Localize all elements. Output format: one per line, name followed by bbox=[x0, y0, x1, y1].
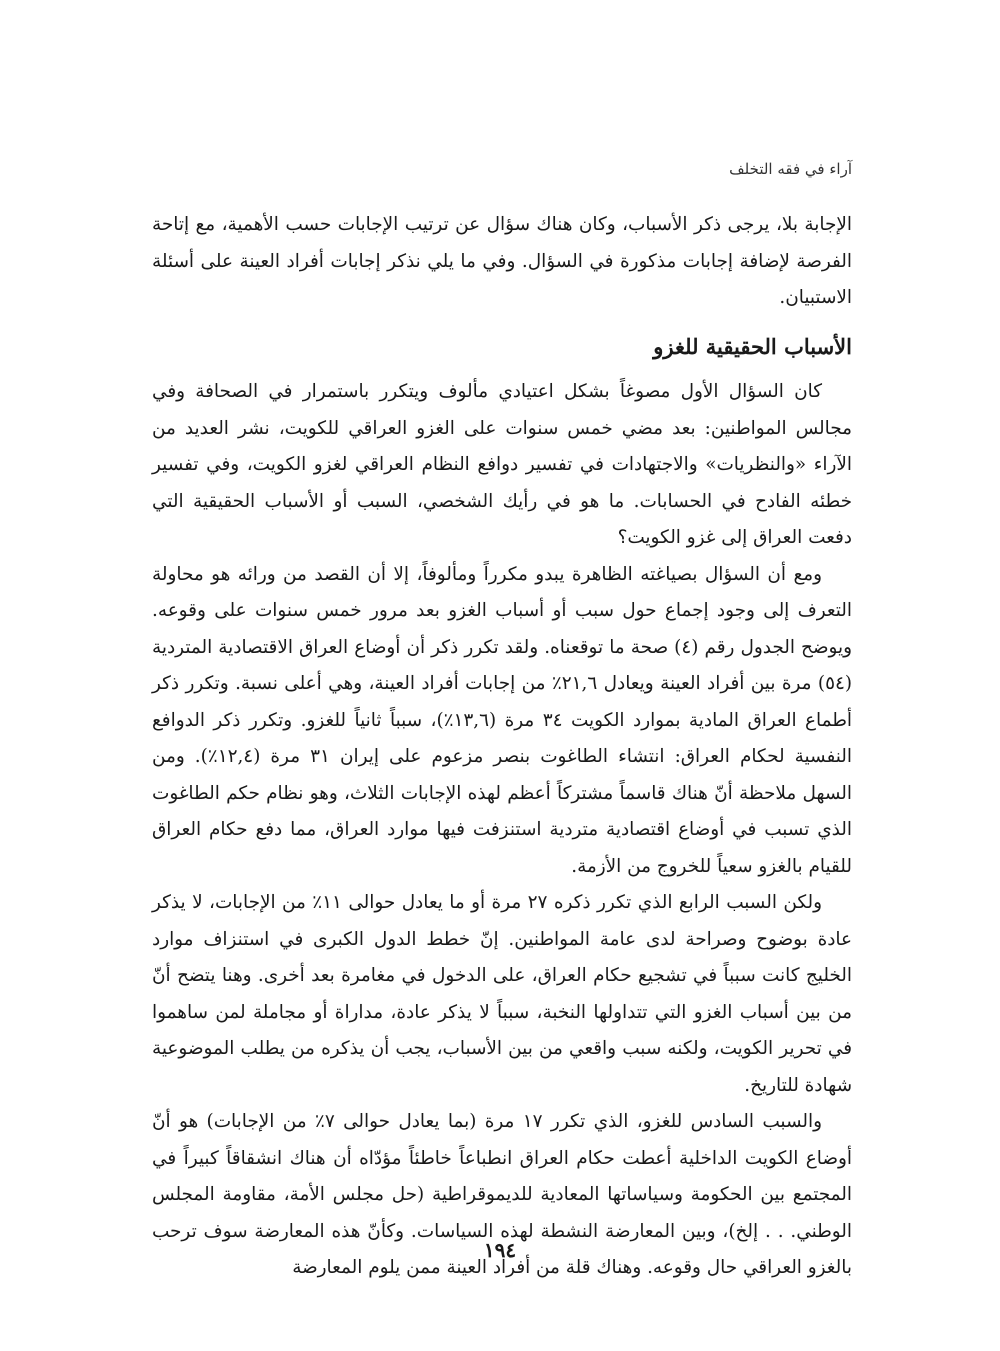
page-number: ١٩٤ bbox=[483, 1238, 517, 1262]
body-paragraph-4: والسبب السادس للغزو، الذي تكرر ١٧ مرة (بما يعادل حوالى ٧٪ من الإجابات) هو أنّ أوضاع الكويت الداخلية أعطت حكام العراق انطباعاً خاطئاً مؤدّاه أن هناك انشقاقاً كبيراً في المجتمع بين الحكومة وسياساتها المعادية للديموقراطية (حل مجلس الأمة، مقاومة المجلس الوطني. . . إلخ)، وبين المعارضة النشطة لهذه السياسات. وكأنّ هذه المعارضة سوف ترحب بالغزو العراقي حال وقوعه. وهناك قلة من أفراد العينة ممن يلوم المعارضة bbox=[152, 1111, 852, 1278]
section-heading: الأسباب الحقيقية للغزو bbox=[653, 334, 852, 359]
body-paragraph-3: ولكن السبب الرابع الذي تكرر ذكره ٢٧ مرة أو ما يعادل حوالى ١١٪ من الإجابات، لا يذكر عادة بوضوح وصراحة لدى عامة المواطنين. إنّ خطط الدول الكبرى في استنزاف موارد الخليج كانت سبباً في تشجيع حكام العراق، على الدخول في مغامرة بعد أخرى. وهنا يتضح أنّ من بين أسباب الغزو التي تتداولها النخبة، سبباً لا يذكر عادة، مداراة أو مجاملة لمن ساهموا في تحرير الكويت، ولكنه سبب واقعي من بين الأسباب، يجب أن يذكره من يطلب الموضوعية شهادة للتاريخ. bbox=[152, 892, 852, 1096]
running-header: آراء في فقه التخلف bbox=[729, 160, 852, 178]
intro-paragraph: الإجابة بلا، يرجى ذكر الأسباب، وكان هناك سؤال عن ترتيب الإجابات حسب الأهمية، مع إتاحة الفرصة لإضافة إجابات مذكورة في السؤال. وفي ما يلي نذكر إجابات أفراد العينة على أسئلة الاستبيان. bbox=[152, 214, 852, 308]
section-body bbox=[152, 374, 852, 1287]
intro-block bbox=[152, 207, 852, 317]
body-paragraph-2: ومع أن السؤال بصياغته الظاهرة يبدو مكرراً ومألوفاً، إلا أن القصد من ورائه هو محاولة التعرف إلى وجود إجماع حول سبب أو أسباب الغزو بعد مرور خمس سنوات على وقوعه. ويوضح الجدول رقم (٤) صحة ما توقعناه. ولقد تكرر ذكر أن أوضاع العراق الاقتصادية المتردية (٥٤) مرة بين أفراد العينة ويعادل ٢١,٦٪ من إجابات أفراد العينة، وهي أعلى نسبة. وتكرر ذكر أطماع العراق المادية بموارد الكويت ٣٤ مرة (١٣,٦٪)، سبباً ثانياً للغزو. وتكرر ذكر الدوافع النفسية لحكام العراق: انتشاء الطاغوت بنصر مزعوم على إيران ٣١ مرة (١٢,٤٪). ومن السهل ملاحظة أنّ هناك قاسماً مشتركاً أعظم لهذه الإجابات الثلاث، وهو نظام حكم الطاغوت الذي تسبب في أوضاع اقتصادية متردية استنزفت فيها موارد العراق، مما دفع حكام العراق للقيام بالغزو سعياً للخروج من الأزمة. bbox=[152, 563, 853, 877]
body-paragraph-1: كان السؤال الأول مصوغاً بشكل اعتيادي مألوف ويتكرر باستمرار في الصحافة وفي مجالس المواطنين: بعد مضي خمس سنوات على الغزو العراقي للكويت، نشر العديد من الآراء «والنظريات» والاجتهادات في تفسير دوافع النظام العراقي لغزو الكويت، وفي تفسير خطئه الفادح في الحسابات. ما هو في رأيك الشخصي، السبب أو الأسباب الحقيقية التي دفعت العراق إلى غزو الكويت؟ bbox=[152, 381, 852, 548]
